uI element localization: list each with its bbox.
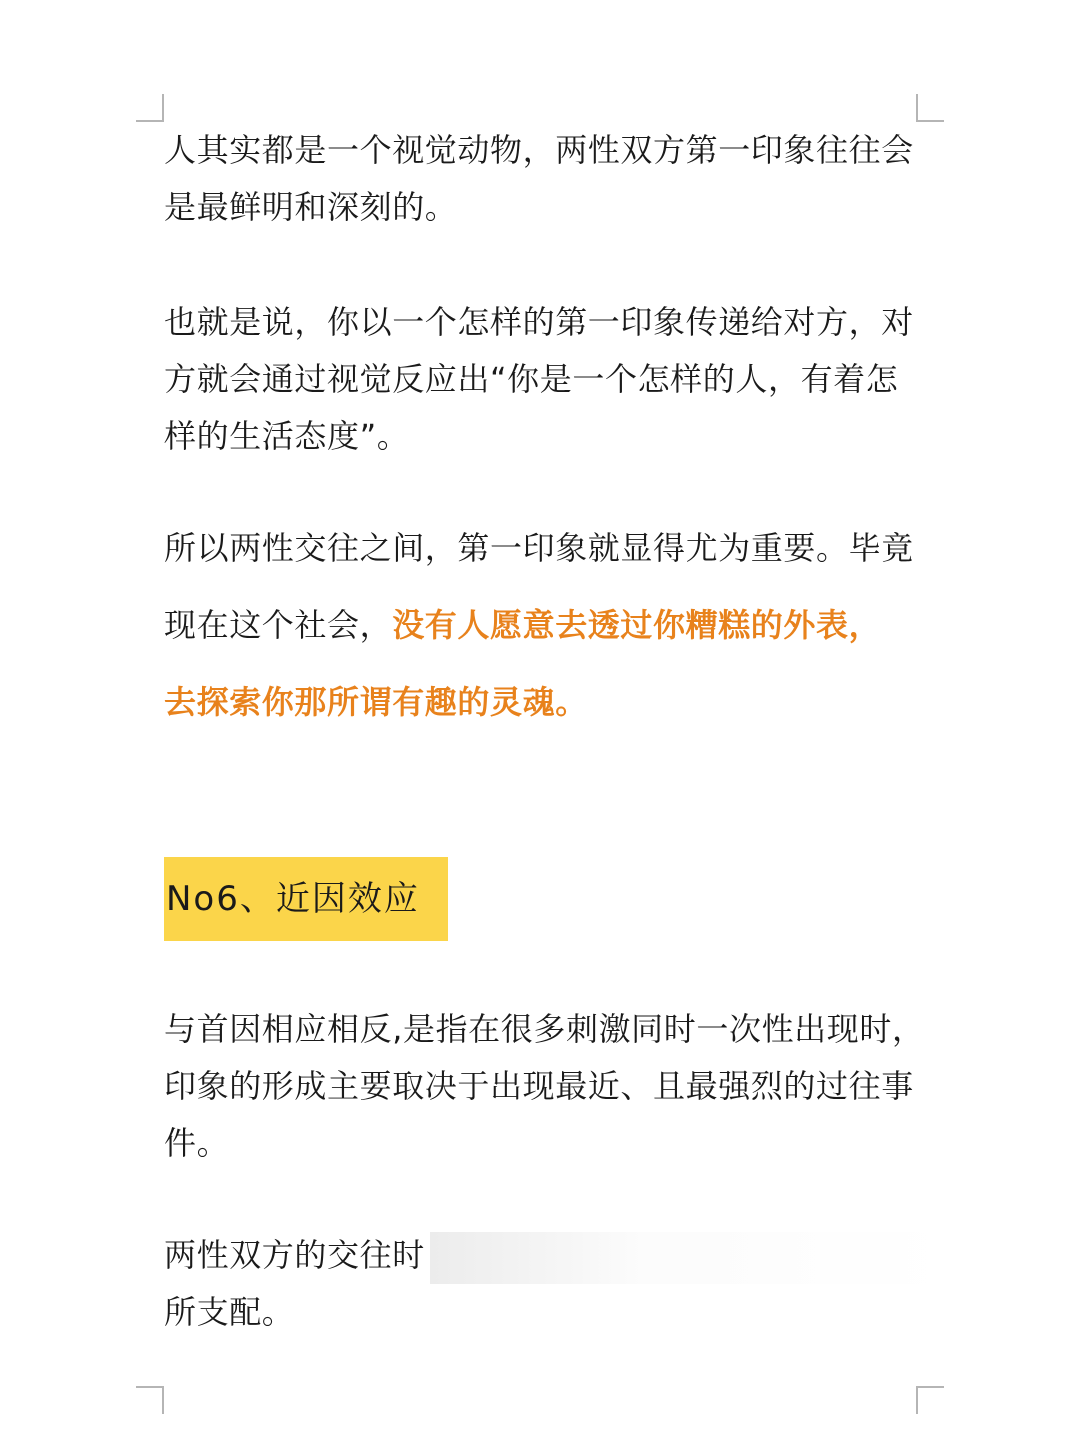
text-line: 样的生活态度”。 <box>164 417 410 455</box>
text-line: 两性双方的交往时 <box>164 1236 425 1274</box>
page-corner-mark-bottom-right <box>916 1386 944 1414</box>
obscured-text-overlay <box>430 1232 950 1284</box>
text-line: 与首因相应相反,是指在很多刺激同时一次性出现时， <box>164 1010 925 1048</box>
highlighted-text: 没有人愿意去透过你糟糕的外表， <box>392 606 882 644</box>
text-line: 人其实都是一个视觉动物，两性双方第一印象往往会 <box>164 131 914 169</box>
text-line: 也就是说，你以一个怎样的第一印象传递给对方，对 <box>164 303 914 341</box>
page-corner-mark-top-right <box>916 94 944 122</box>
paragraph-recency-effect <box>164 1001 924 1172</box>
section-heading-text: No6、近因效应 <box>166 879 420 919</box>
paragraph-first-impression <box>164 294 924 465</box>
text-line: 所支配。 <box>164 1293 295 1331</box>
text-line: 印象的形成主要取决于出现最近、且最强烈的过往事 <box>164 1067 914 1105</box>
highlighted-text: 去探索你那所谓有趣的灵魂。 <box>164 683 588 721</box>
section-heading <box>164 857 448 941</box>
page-corner-mark-bottom-left <box>136 1386 164 1414</box>
text-line: 所以两性交往之间，第一印象就显得尤为重要。毕竟 <box>164 529 914 567</box>
text-line: 件。 <box>164 1124 230 1162</box>
paragraph-visual-animal <box>164 122 924 236</box>
normal-text: 现在这个社会， <box>164 606 393 644</box>
page-corner-mark-top-left <box>136 94 164 122</box>
text-line: 是最鲜明和深刻的。 <box>164 188 458 226</box>
text-line-mixed <box>164 587 924 664</box>
text-line: 方就会通过视觉反应出“你是一个怎样的人，有着怎 <box>164 360 899 398</box>
paragraph-importance <box>164 510 924 741</box>
